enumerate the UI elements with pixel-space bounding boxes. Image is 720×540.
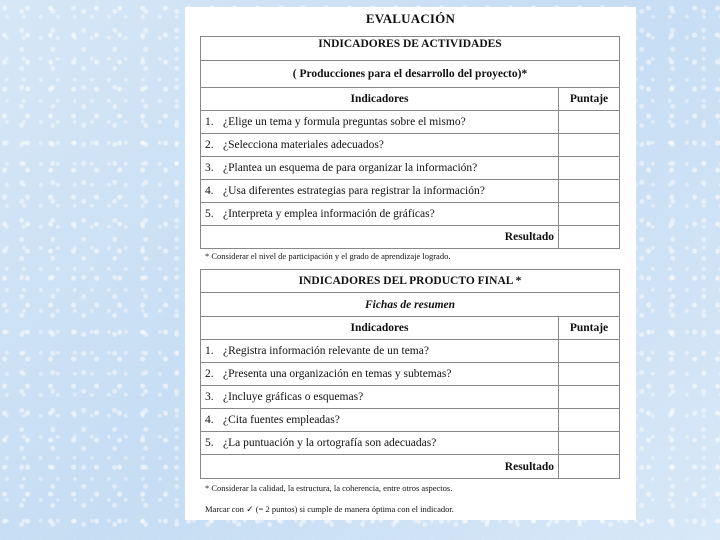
final-product-table <box>200 269 620 479</box>
table-row <box>201 340 620 363</box>
indicator-cell <box>201 432 559 455</box>
score-cell <box>559 111 620 134</box>
score-cell <box>559 386 620 409</box>
table-row <box>201 455 620 479</box>
table-row <box>201 363 620 386</box>
result-score-cell <box>559 226 620 249</box>
item-number: 5. <box>205 437 214 449</box>
result-label: Resultado <box>201 455 559 479</box>
item-text: ¿Interpreta y emplea información de gráficas? <box>223 208 435 220</box>
item-text: ¿Incluye gráficas o esquemas? <box>223 391 364 403</box>
table-row <box>201 226 620 249</box>
table-row <box>201 270 620 293</box>
checkmark-icon: ✓ <box>246 504 254 514</box>
section1-footnote: * Considerar el nivel de participación y el grado de aprendizaje logrado. <box>205 251 451 261</box>
item-text: ¿Presenta una organización en temas y subtemas? <box>223 368 452 380</box>
table-row <box>201 180 620 203</box>
section2-footnote: * Considerar la calidad, la estructura, la coherencia, entre otros aspectos. <box>205 483 453 493</box>
table-row <box>201 203 620 226</box>
score-cell <box>559 340 620 363</box>
item-text: ¿Usa diferentes estrategias para registrar la información? <box>223 185 485 197</box>
item-text: ¿Plantea un esquema de para organizar la información? <box>223 162 478 174</box>
indicator-cell <box>201 180 559 203</box>
score-cell <box>559 203 620 226</box>
section-heading: INDICADORES DEL PRODUCTO FINAL * <box>201 270 620 293</box>
table-row <box>201 293 620 317</box>
indicator-cell <box>201 203 559 226</box>
table-row <box>201 317 620 340</box>
item-text: ¿La puntuación y la ortografía son adecuadas? <box>223 437 437 449</box>
indicator-cell <box>201 111 559 134</box>
item-number: 1. <box>205 116 214 128</box>
indicator-cell <box>201 134 559 157</box>
score-cell <box>559 180 620 203</box>
item-number: 3. <box>205 162 214 174</box>
score-cell <box>559 409 620 432</box>
indicator-cell <box>201 386 559 409</box>
section-heading: INDICADORES DE ACTIVIDADES <box>201 37 620 61</box>
item-number: 1. <box>205 345 214 357</box>
column-header-indicadores: Indicadores <box>201 317 559 340</box>
marking-instruction <box>205 504 454 515</box>
table-row <box>201 37 620 61</box>
indicator-cell <box>201 340 559 363</box>
mark-note-after: (= 2 puntos) si cumple de manera óptima con el indicador. <box>255 504 454 514</box>
item-text: ¿Selecciona materiales adecuados? <box>223 139 384 151</box>
indicator-cell <box>201 409 559 432</box>
table-row <box>201 386 620 409</box>
indicator-cell <box>201 363 559 386</box>
column-header-puntaje: Puntaje <box>559 88 620 111</box>
score-cell <box>559 432 620 455</box>
item-number: 3. <box>205 391 214 403</box>
result-label: Resultado <box>201 226 559 249</box>
table-row <box>201 88 620 111</box>
result-score-cell <box>559 455 620 479</box>
table-row <box>201 432 620 455</box>
item-number: 5. <box>205 208 214 220</box>
indicator-cell <box>201 157 559 180</box>
table-row <box>201 134 620 157</box>
table-row <box>201 157 620 180</box>
item-number: 4. <box>205 414 214 426</box>
score-cell <box>559 363 620 386</box>
column-header-puntaje: Puntaje <box>559 317 620 340</box>
table-row <box>201 409 620 432</box>
item-number: 4. <box>205 185 214 197</box>
evaluation-document <box>185 7 636 520</box>
activities-table <box>200 36 620 249</box>
score-cell <box>559 157 620 180</box>
item-text: ¿Elige un tema y formula preguntas sobre el mismo? <box>223 116 466 128</box>
document-title: EVALUACIÓN <box>365 11 456 26</box>
column-header-indicadores: Indicadores <box>201 88 559 111</box>
item-number: 2. <box>205 139 214 151</box>
item-number: 2. <box>205 368 214 380</box>
table-row <box>201 61 620 88</box>
item-text: ¿Registra información relevante de un tema? <box>223 345 429 357</box>
score-cell <box>559 134 620 157</box>
table-row <box>201 111 620 134</box>
mark-note-before: Marcar con <box>205 504 244 514</box>
section-subheading: ( Producciones para el desarrollo del proyecto)* <box>201 61 620 88</box>
section-subheading: Fichas de resumen <box>201 293 620 317</box>
item-text: ¿Cita fuentes empleadas? <box>223 414 340 426</box>
